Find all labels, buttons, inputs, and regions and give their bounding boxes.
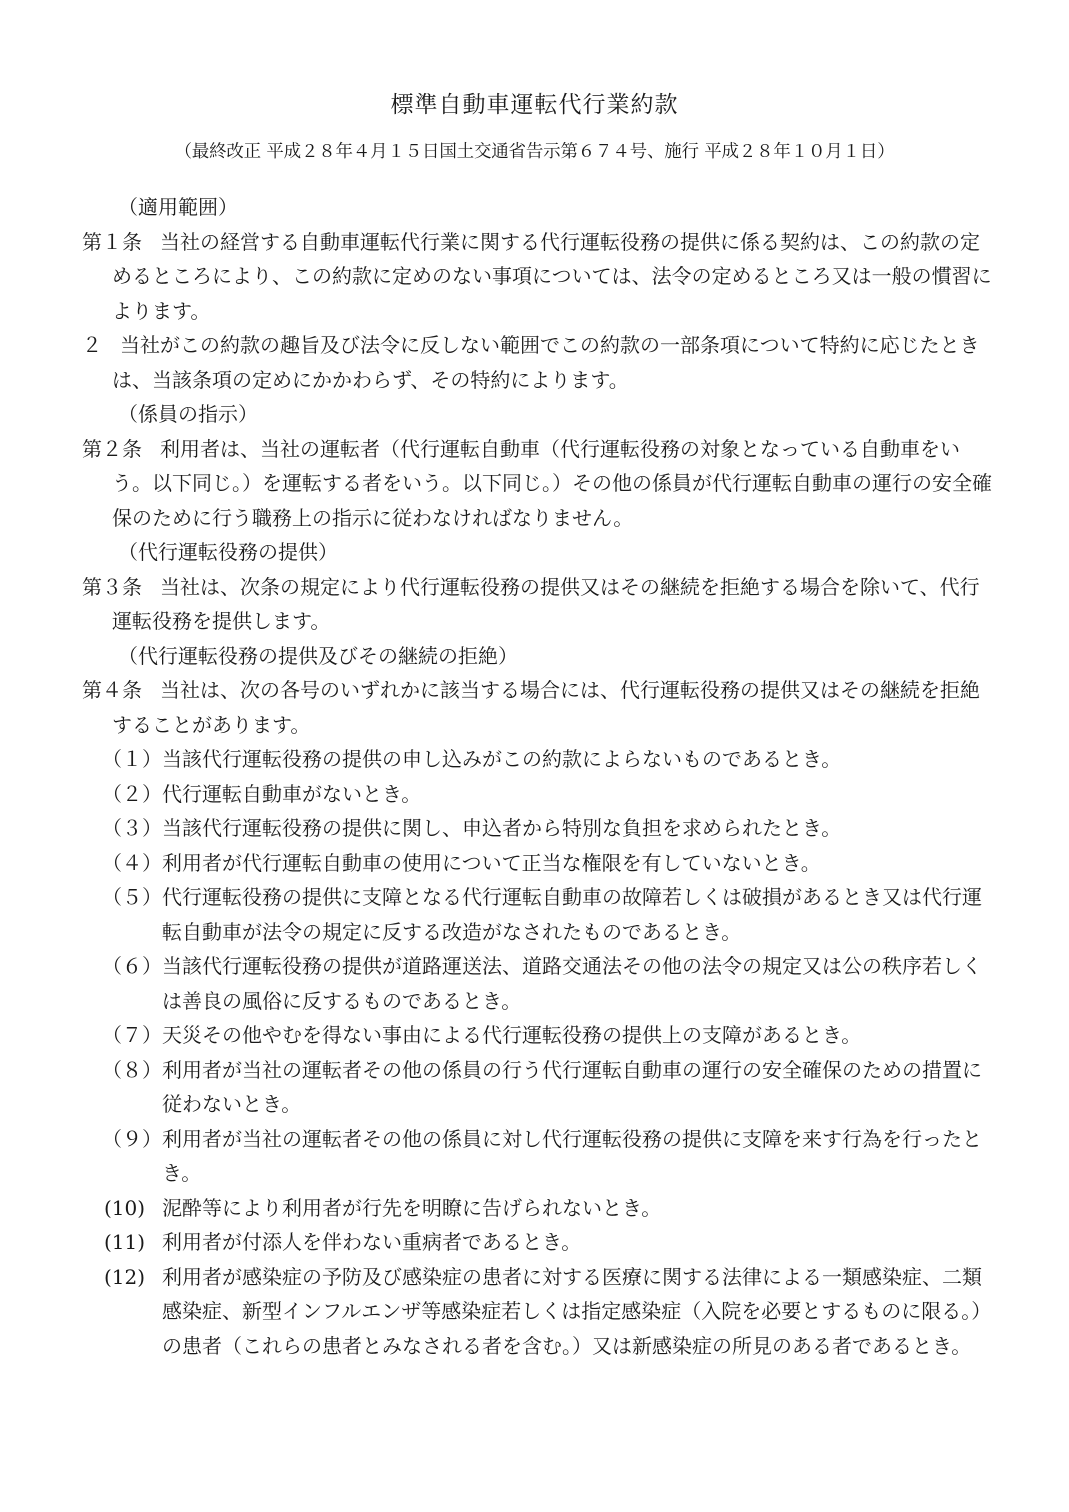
list-item-text: 代行運転自動車がないとき。 — [162, 781, 422, 806]
list-item-text: 利用者が感染症の予防及び感染症の患者に対する医療に関する法律による一類感染症、二類感染症、新型インフルエンザ等感染症若しくは指定感染症（入院を必要とするものに限る。）の患者（これらの患者とみなされる者を含む。）又は新感染症の所見のある者であるとき。 — [162, 1264, 992, 1358]
article-2-number: 第２条 — [82, 436, 142, 461]
article-2-text: 利用者は、当社の運転者（代行運転自動車（代行運転役務の対象となっている自動車をいう。以下同じ。）を運転する者をいう。以下同じ。）その他の係員が代行運転自動車の運行の安全確保のために行う職務上の指示に従わなければなりません。 — [112, 436, 992, 530]
article-1-text: 当社の経営する自動車運転代行業に関する代行運転役務の提供に係る契約は、この約款の定めるところにより、この約款に定めのない事項については、法令の定めるところ又は一般の慣習によります。 — [112, 229, 992, 323]
article-3-heading: （代行運転役務の提供） — [118, 540, 338, 564]
list-item-number: （３） — [102, 816, 162, 840]
list-item-text: 利用者が当社の運転者その他の係員に対し代行運転役務の提供に支障を来す行為を行ったとき。 — [162, 1126, 982, 1185]
list-item-2 — [82, 777, 992, 812]
article-4-text: 当社は、次の各号のいずれかに該当する場合には、代行運転役務の提供又はその継続を拒絶することがあります。 — [112, 678, 980, 737]
list-item-number: （４） — [102, 850, 162, 875]
list-item-number: (10) — [104, 1195, 146, 1220]
list-item-8 — [82, 1053, 992, 1122]
article-4-paragraph — [82, 673, 992, 742]
article-3-text: 当社は、次条の規定により代行運転役務の提供又はその継続を拒絶する場合を除いて、代行運転役務を提供します。 — [112, 574, 980, 633]
article-1-para2-text: 当社がこの約款の趣旨及び法令に反しない範囲でこの約款の一部条項について特約に応じたときは、当該条項の定めにかかわらず、その特約によります。 — [112, 333, 980, 392]
list-item-number: （５） — [102, 885, 162, 909]
list-item-text: 利用者が当社の運転者その他の係員の行う代行運転自動車の運行の安全確保のための措置に従わないとき。 — [162, 1057, 982, 1116]
list-item-text: 当該代行運転役務の提供が道路運送法、道路交通法その他の法令の規定又は公の秩序若しくは善良の風俗に反するものであるとき。 — [162, 954, 982, 1013]
list-item-text: 当該代行運転役務の提供の申し込みがこの約款によらないものであるとき。 — [162, 747, 842, 771]
document-body — [82, 190, 992, 1363]
list-item-text: 天災その他やむを得ない事由による代行運転役務の提供上の支障があるとき。 — [162, 1023, 862, 1047]
list-item-number: （２） — [102, 781, 162, 806]
article-1-heading: （適用範囲） — [118, 195, 238, 219]
list-item-text: 代行運転役務の提供に支障となる代行運転自動車の故障若しくは破損があるとき又は代行運転自動車が法令の規定に反する改造がなされたものであるとき。 — [162, 885, 982, 944]
list-item-3 — [82, 811, 992, 846]
article-2-heading: （係員の指示） — [118, 402, 258, 426]
list-item-12 — [82, 1260, 992, 1364]
article-1-paragraph — [82, 225, 992, 329]
list-item-text: 利用者が代行運転自動車の使用について正当な権限を有していないとき。 — [162, 850, 821, 875]
article-3-number: 第３条 — [82, 574, 142, 599]
list-item-10 — [82, 1191, 992, 1226]
list-item-7 — [82, 1018, 992, 1053]
article-1-paragraph-2 — [82, 328, 992, 397]
list-item-5 — [82, 880, 992, 949]
article-4-heading: （代行運転役務の提供及びその継続の拒絶） — [118, 643, 518, 668]
article-3-paragraph — [82, 570, 992, 639]
list-item-number: (12) — [104, 1264, 146, 1289]
document-subtitle: （最終改正 平成２８年４月１５日国土交通省告示第６７４号、施行 平成２８年１０月１日） — [174, 142, 895, 162]
list-item-text: 泥酔等により利用者が行先を明瞭に告げられないとき。 — [162, 1195, 662, 1220]
document-title: 標準自動車運転代行業約款 — [390, 92, 679, 118]
list-item-number: （７） — [102, 1023, 162, 1047]
article-4-number: 第４条 — [82, 678, 142, 702]
article-1-para2-number: ２ — [82, 333, 102, 357]
list-item-text: 当該代行運転役務の提供に関し、申込者から特別な負担を求められたとき。 — [162, 816, 842, 840]
list-item-1 — [82, 742, 992, 777]
list-item-6 — [82, 949, 992, 1018]
article-1-number: 第１条 — [82, 229, 142, 254]
list-item-number: (11) — [104, 1230, 146, 1254]
list-item-text: 利用者が付添人を伴わない重病者であるとき。 — [162, 1230, 582, 1254]
list-item-number: （６） — [102, 954, 162, 978]
list-item-9 — [82, 1122, 992, 1191]
list-item-number: （８） — [102, 1057, 162, 1082]
list-item-number: （９） — [102, 1126, 162, 1151]
list-item-number: （１） — [102, 747, 162, 771]
article-2-paragraph — [82, 432, 992, 536]
list-item-11 — [82, 1225, 992, 1260]
list-item-4 — [82, 846, 992, 881]
